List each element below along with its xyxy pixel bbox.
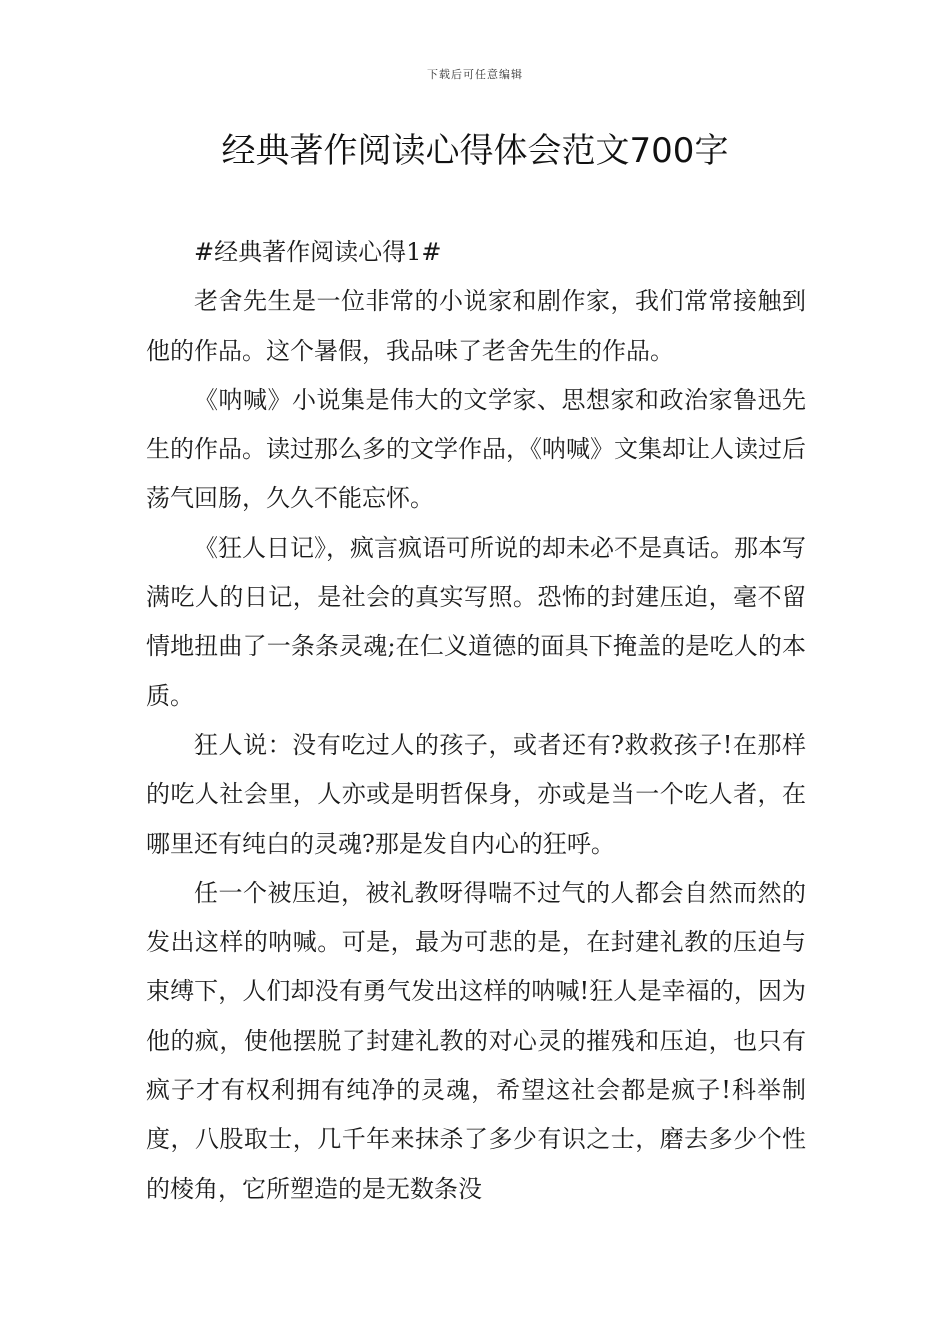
section-heading: #经典著作阅读心得1# (194, 238, 442, 266)
header-note: 下载后可任意编辑 (427, 68, 523, 81)
document-title: 经典著作阅读心得体会范文700字 (221, 131, 729, 171)
document-body (146, 228, 806, 1214)
paragraph-1: 老舍先生是一位非常的小说家和剧作家，我们常常接触到他的作品。这个暑假，我品味了老舍先生的作品。 (146, 287, 806, 365)
paragraph-4: 狂人说：没有吃过人的孩子，或者还有?救救孩子!在那样的吃人社会里，人亦或是明哲保身，亦或是当一个吃人者，在哪里还有纯白的灵魂?那是发自内心的狂呼。 (146, 730, 806, 858)
paragraph-2: 《呐喊》小说集是伟大的文学家、思想家和政治家鲁迅先生的作品。读过那么多的文学作品，《呐喊》文集却让人读过后荡气回肠，久久不能忘怀。 (146, 385, 806, 513)
paragraph-5: 任一个被压迫，被礼教呀得喘不过气的人都会自然而然的发出这样的呐喊。可是，最为可悲的是，在封建礼教的压迫与束缚下，人们却没有勇气发出这样的呐喊!狂人是幸福的，因为他的疯，使他摆脱了封建礼教的对心灵的摧残和压迫，也只有疯子才有权利拥有纯净的灵魂，希望这社会都是疯子!科举制度，八股取士，几千年来抹杀了多少有识之士，磨去多少个性的棱角，它所塑造的是无数条没 (146, 878, 806, 1203)
paragraph-3: 《狂人日记》，疯言疯语可所说的却未必不是真话。那本写满吃人的日记，是社会的真实写照。恐怖的封建压迫，毫不留情地扭曲了一条条灵魂;在仁义道德的面具下掩盖的是吃人的本质。 (146, 533, 806, 710)
